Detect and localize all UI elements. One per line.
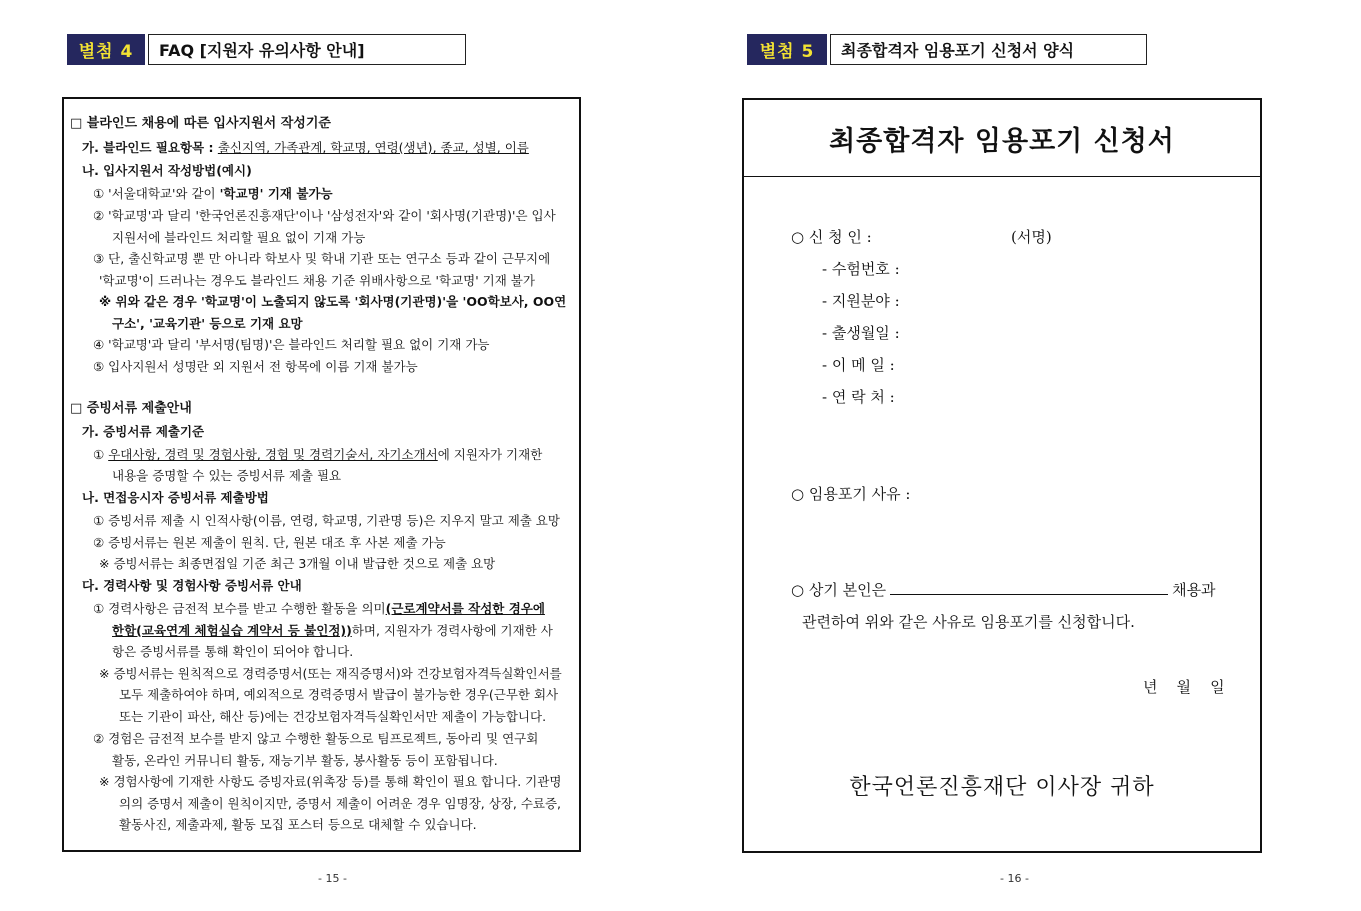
form-title: 최종합격자 임용포기 신청서 [744,100,1260,177]
docs-method-note: ※ 증빙서류는 최종면접일 기준 최근 3개월 이내 발급한 것으로 제출 요망 [99,556,496,571]
docs-item-1a [93,447,542,463]
experience-note-b: 의의 증명서 제출이 원칙이지만, 증명서 제출이 어려운 경우 임명장, 상장, 수료증, [119,796,562,811]
appendix-4-badge: 별첨 4 [67,34,145,65]
write-item-5: ⑤ 입사지원서 성명란 외 지원서 전 항목에 이름 기재 불가능 [93,359,418,374]
career-item-1-bold: (근로계약서를 작성한 경우에 [385,601,545,616]
name-blank-line [890,580,1168,595]
section-blind-heading: □ 블라인드 채용에 따른 입사지원서 작성기준 [70,116,331,131]
appendix-5-title: 최종합격자 임용포기 신청서 양식 [830,34,1147,65]
resignation-form [742,98,1262,853]
career-item-1b-bold: 한함(교육연계 체험실습 계약서 등 불인정)) [112,623,352,638]
faq-box [62,97,581,852]
career-heading: 다. 경력사항 및 경험사항 증빙서류 안내 [82,578,302,593]
career-note-a: ※ 증빙서류는 원칙적으로 경력증명서(또는 재직증명서)와 건강보험자격득실확인서를 [99,666,562,681]
page-number-16: - 16 - [1000,872,1029,885]
blind-items-line [82,140,529,156]
career-note-c: 또는 기관이 파산, 해산 등)에는 건강보험자격득실확인서만 제출이 가능합니다. [119,709,547,724]
docs-method-1: ① 증빙서류 제출 시 인적사항(이름, 연령, 학교명, 기관명 등)은 지우지 말고 제출 요망 [93,513,560,528]
docs-method-heading: 나. 면접응시자 증빙서류 제출방법 [82,490,269,505]
docs-item-1-underlined: 우대사항, 경력 및 경험사항, 경험 및 경력기술서, 자기소개서 [108,447,438,462]
docs-item-1-prefix: ① [93,447,109,462]
career-item-1b [112,623,553,639]
section-docs-heading: □ 증빙서류 제출안내 [70,401,192,416]
phone-field: - 연 락 처 : [822,388,895,406]
experience-item-b: 활동, 온라인 커뮤니티 활동, 재능기부 활동, 봉사활동 등이 포함됩니다. [112,753,498,768]
experience-item-a: ② 경험은 금전적 보수를 받지 않고 수행한 활동으로 팀프로젝트, 동아리 및 연구회 [93,731,539,746]
statement-end: 채용과 [1172,581,1216,599]
write-item-3a: ③ 단, 출신학교명 뿐 만 아니라 학보사 및 학내 기관 또는 연구소 등과 같이 근무지에 [93,251,551,266]
career-item-1b-text: 하며, 지원자가 경력사항에 기재한 사 [351,623,553,638]
write-item-1-bold: '학교명' 기재 불가능 [219,186,333,201]
statement-line-1 [791,579,1216,600]
write-item-3b: '학교명'이 드러나는 경우도 블라인드 채용 기준 위배사항으로 '학교명' 기재 불가 [99,273,535,288]
blind-items-label: 가. 블라인드 필요항목 : [82,140,218,155]
statement-start: ○ 상기 본인은 [791,581,887,599]
write-note-1a: ※ 위와 같은 경우 '학교명'이 노출되지 않도록 '회사명(기관명)'을 'OO학보사, OO연 [99,294,567,309]
email-field: - 이 메 일 : [822,356,895,374]
birth-date-field: - 출생월일 : [822,324,900,342]
exam-number-field: - 수험번호 : [822,260,900,278]
write-item-1-text: ① '서울대학교'와 같이 [93,186,220,201]
appendix-4-title: FAQ [지원자 유의사항 안내] [148,34,466,65]
write-item-4: ④ '학교명'과 달리 '부서명(팀명)'은 블라인드 처리할 필요 없이 기재 가능 [93,337,490,352]
recipient: 한국언론진흥재단 이사장 귀하 [849,775,1155,800]
signature-label: (서명) [1011,228,1052,246]
statement-line-2: 관련하여 위와 같은 사유로 임용포기를 신청합니다. [802,613,1135,631]
career-note-b: 모두 제출하여야 하며, 예외적으로 경력증명서 발급이 불가능한 경우(근무한 회사 [119,687,559,702]
write-method-heading: 나. 입사지원서 작성방법(예시) [82,163,252,178]
date-line: 년 월 일 [1143,678,1225,696]
reason-label: ○ 임용포기 사유 : [791,485,911,503]
page-number-15: - 15 - [318,872,347,885]
docs-item-1-suffix: 에 지원자가 기재한 [437,447,543,462]
docs-method-2: ② 증빙서류는 원본 제출이 원칙. 단, 원본 대조 후 사본 제출 가능 [93,535,446,550]
applicant-label: ○ 신 청 인 : [791,228,872,246]
applied-field-field: - 지원분야 : [822,292,900,310]
career-item-1c: 항은 증빙서류를 통해 확인이 되어야 합니다. [112,644,354,659]
write-item-2a: ② '학교명'과 달리 '한국언론진흥재단'이나 '삼성전자'와 같이 '회사명(기관명)'은 입사 [93,208,556,223]
blind-items-list: 출신지역, 가족관계, 학교명, 연령(생년), 종교, 성별, 이름 [217,140,529,155]
write-item-2b: 지원서에 블라인드 처리할 필요 없이 기재 가능 [112,230,366,245]
experience-note-c: 활동사진, 제출과제, 활동 모집 포스터 등으로 대체할 수 있습니다. [119,817,477,832]
docs-criteria-heading: 가. 증빙서류 제출기준 [82,424,205,439]
career-item-1-text: ① 경력사항은 금전적 보수를 받고 수행한 활동을 의미 [93,601,386,616]
write-note-1b: 구소', '교육기관' 등으로 기재 요망 [112,316,303,331]
appendix-5-badge: 별첨 5 [747,34,827,65]
write-item-1 [93,186,333,202]
experience-note-a: ※ 경험사항에 기재한 사항도 증빙자료(위촉장 등)를 통해 확인이 필요 합니다. 기관명 [99,774,562,789]
docs-item-1b: 내용을 증명할 수 있는 증빙서류 제출 필요 [112,468,342,483]
career-item-1a [93,601,545,617]
